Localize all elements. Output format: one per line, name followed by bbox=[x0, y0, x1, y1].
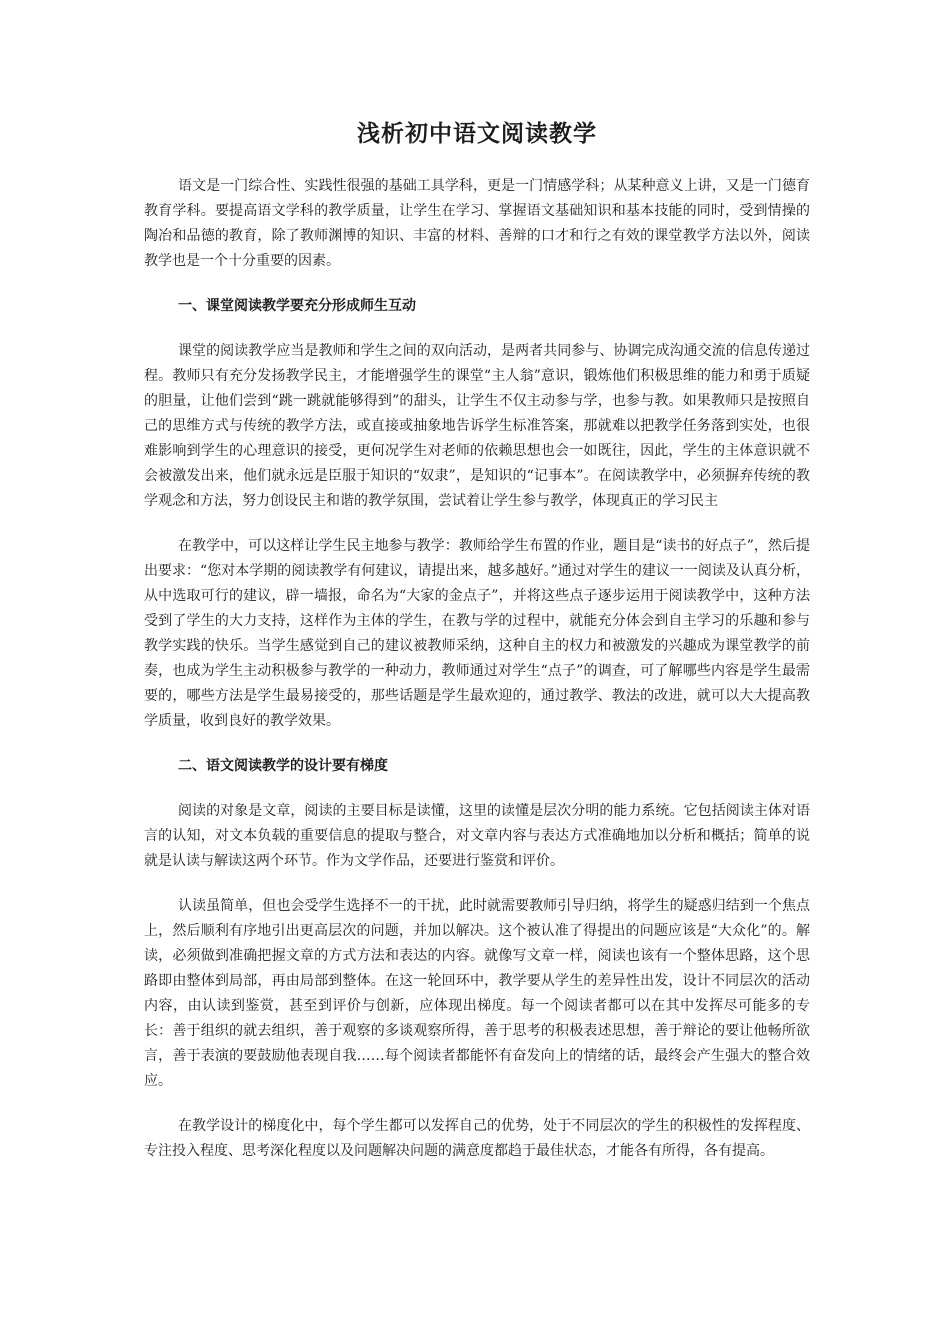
section-1-heading: 一、课堂阅读教学要充分形成师生互动 bbox=[178, 298, 416, 314]
document-title: 浅析初中语文阅读教学 bbox=[357, 120, 597, 147]
section-2-paragraph-1: 阅读的对象是文章，阅读的主要目标是读懂，这里的读懂是层次分明的能力系统。它包括阅读主体对语言的认知，对文本负载的重要信息的提取与整合，对文章内容与表达方式准确地加以分析和概括；简单的说就是认读与解读这两个环节。作为文学作品，还要进行鉴赏和评价。 bbox=[144, 803, 810, 869]
section-1-paragraph-1: 课堂的阅读教学应当是教师和学生之间的双向活动，是两者共同参与、协调完成沟通交流的信息传递过程。教师只有充分发扬教学民主，才能增强学生的课堂“主人翁”意识，锻炼他们积极思维的能力和勇于质疑的胆量，让他们尝到“跳一跳就能够得到”的甜头，让学生不仅主动参与学，也参与教。如果教师只是按照自己的思维方式与传统的教学方法，或直接或抽象地告诉学生标准答案，那就难以把教学任务落到实处，也很难影响到学生的心理意识的接受，更何况学生对老师的依赖思想也会一如既往，因此，学生的主体意识就不会被激发出来，他们就永远是臣服于知识的“奴隶”，是知识的“记事本”。在阅读教学中，必须摒弃传统的教学观念和方法，努力创设民主和谐的教学氛围，尝试着让学生参与教学，体现真正的学习民主 bbox=[144, 343, 810, 509]
section-2 bbox=[144, 754, 810, 1164]
section-2-paragraph-3: 在教学设计的梯度化中，每个学生都可以发挥自己的优势，处于不同层次的学生的积极性的发挥程度、专注投入程度、思考深化程度以及问题解决问题的满意度都趋于最佳状态，才能各有所得，各有提高。 bbox=[144, 1118, 810, 1159]
section-2-heading: 二、语文阅读教学的设计要有梯度 bbox=[178, 758, 388, 774]
section-2-paragraph-2: 认读虽简单，但也会受学生选择不一的干扰，此时就需要教师引导归纳，将学生的疑惑归结到一个焦点上，然后顺利有序地引出更高层次的问题，并加以解决。这个被认准了得提出的问题应该是“大众化”的。解读，必须做到准确把握文章的方式方法和表达的内容。就像写文章一样，阅读也该有一个整体思路，这个思路即由整体到局部，再由局部到整体。在这一轮回环中，教学要从学生的差异性出发，设计不同层次的活动内容，由认读到鉴赏，甚至到评价与创新，应体现出梯度。每一个阅读者都可以在其中发挥尽可能多的专长：善于组织的就去组织，善于观察的多谈观察所得，善于思考的积极表述思想，善于辩论的要让他畅所欲言，善于表演的要鼓励他表现自我……每个阅读者都能怀有奋发向上的情绪的话，最终会产生强大的整合效应。 bbox=[144, 898, 810, 1089]
intro-paragraph: 语文是一门综合性、实践性很强的基础工具学科，更是一门情感学科；从某种意义上讲，又是一门德育教育学科。要提高语文学科的教学质量，让学生在学习、掌握语文基础知识和基本技能的同时，受到情操的陶冶和品德的教育，除了教师渊博的知识、丰富的材料、善辩的口才和行之有效的课堂教学方法以外，阅读教学也是一个十分重要的因素。 bbox=[144, 178, 810, 269]
section-1-paragraph-2: 在教学中，可以这样让学生民主地参与教学：教师给学生布置的作业，题目是“读书的好点子”，然后提出要求：“您对本学期的阅读教学有何建议，请提出来，越多越好。”通过对学生的建议一一阅读及认真分析，从中选取可行的建议，辟一墙报，命名为“大家的金点子”，并将这些点子逐步运用于阅读教学中，这种方法受到了学生的大力支持，这样作为主体的学生，在教与学的过程中，就能充分体会到自主学习的乐趣和参与教学实践的快乐。当学生感觉到自己的建议被教师采纳，这种自主的权力和被激发的兴趣成为课堂教学的前奏，也成为学生主动积极参与教学的一种动力，教师通过对学生“点子”的调查，可了解哪些内容是学生最需要的，哪些方法是学生最易接受的，那些话题是学生最欢迎的，通过教学、教法的改进，就可以大大提高教学质量，收到良好的教学效果。 bbox=[144, 538, 810, 729]
section-1 bbox=[144, 294, 810, 734]
